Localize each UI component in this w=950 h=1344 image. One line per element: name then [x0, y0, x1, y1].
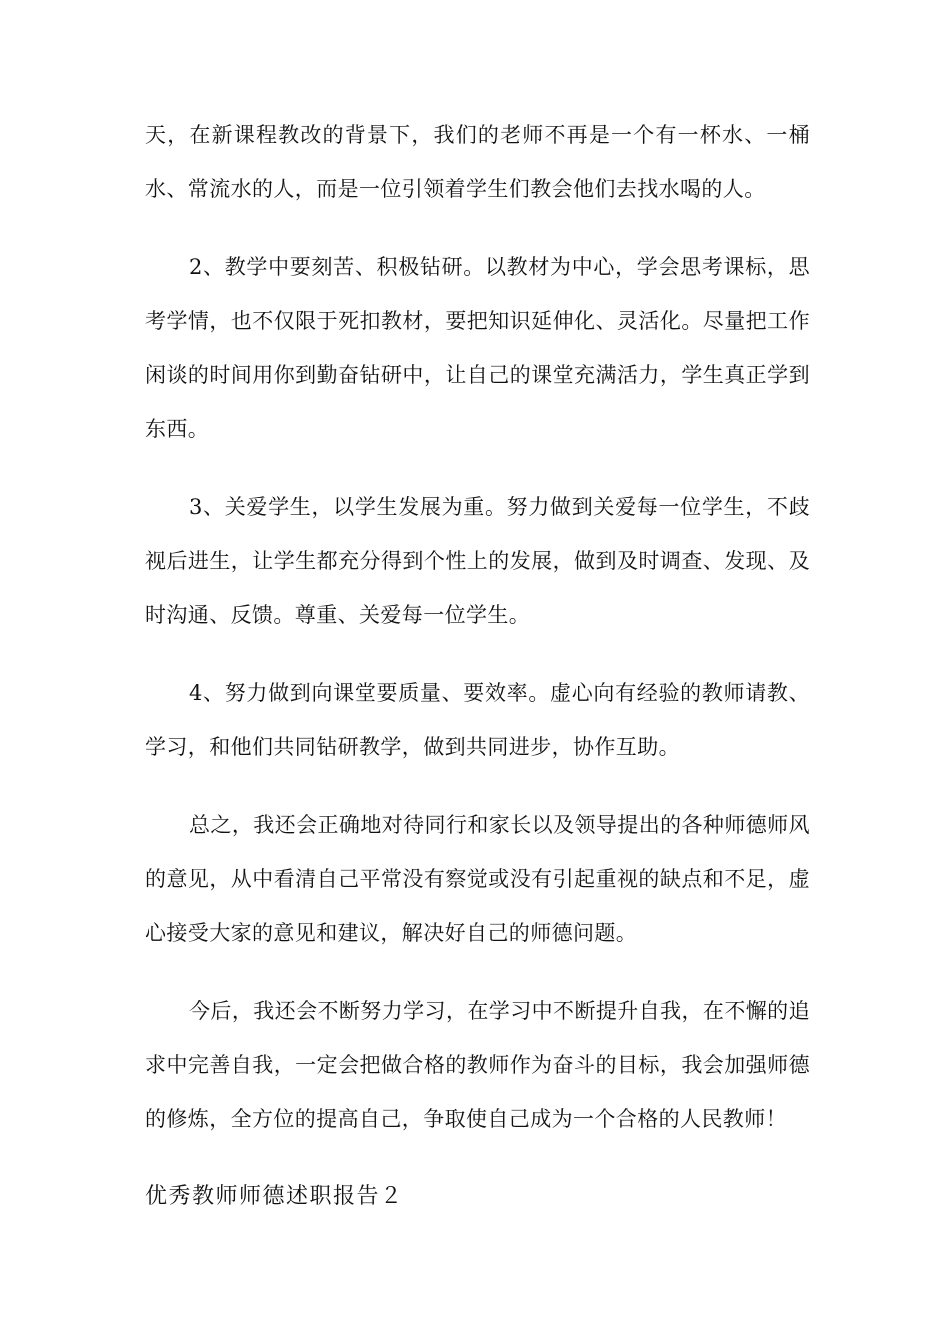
paragraph-item-2: 2、教学中要刻苦、积极钻研。以教材为中心，学会思考课标，思考学情，也不仅限于死扣教材，要把知识延伸化、灵活化。尽量把工作闲谈的时间用你到勤奋钻研中，让自己的课堂充满活力，学生真正学到东西。 — [145, 255, 810, 441]
paragraph-item-3: 3、关爱学生，以学生发展为重。努力做到关爱每一位学生，不歧视后进生，让学生都充分得到个性上的发展，做到及时调查、发现、及时沟通、反馈。尊重、关爱每一位学生。 — [145, 495, 810, 627]
paragraph-continuation: 天，在新课程教改的背景下，我们的老师不再是一个有一杯水、一桶水、常流水的人，而是一位引领着学生们教会他们去找水喝的人。 — [145, 123, 810, 201]
paragraph-item-4: 4、努力做到向课堂要质量、要效率。虚心向有经验的教师请教、学习，和他们共同钻研教学，做到共同进步，协作互助。 — [145, 681, 810, 759]
section-heading: 优秀教师师德述职报告２ — [145, 1184, 404, 1209]
paragraph-future: 今后，我还会不断努力学习，在学习中不断提升自我，在不懈的追求中完善自我，一定会把做合格的教师作为奋斗的目标，我会加强师德的修炼，全方位的提高自己，争取使自己成为一个合格的人民教师！ — [145, 999, 810, 1131]
document-body — [145, 108, 810, 1224]
paragraph-summary: 总之，我还会正确地对待同行和家长以及领导提出的各种师德师风的意见，从中看清自己平常没有察觉或没有引起重视的缺点和不足，虚心接受大家的意见和建议，解决好自己的师德问题。 — [145, 813, 810, 945]
